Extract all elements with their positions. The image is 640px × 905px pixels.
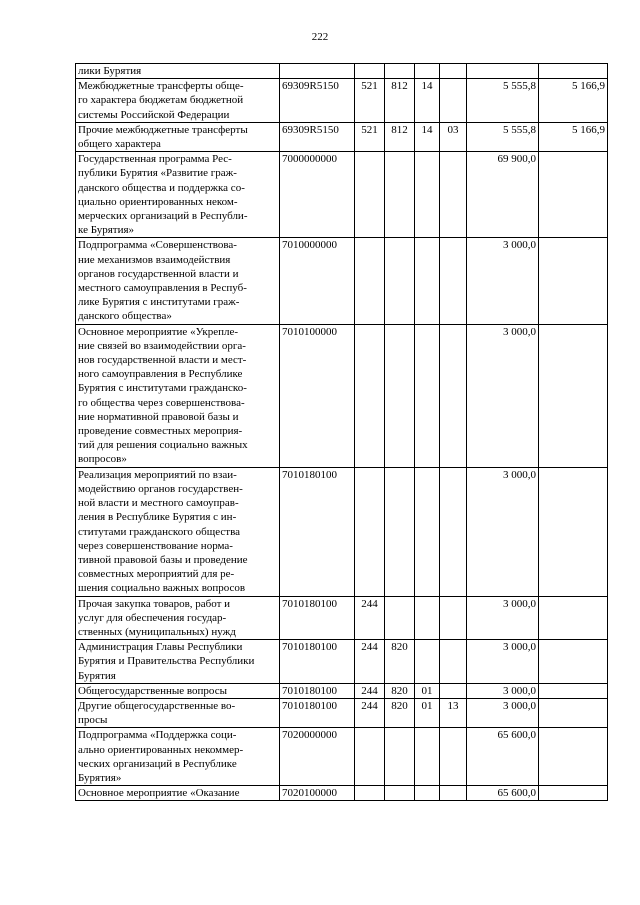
cell-expense-type [355,64,385,79]
cell-section [415,152,440,238]
item-name-line: ческих организаций в Республике [78,757,237,770]
cell-amount-2: 5 166,9 [539,79,608,123]
cell-amount-1: 3 000,0 [467,698,539,727]
cell-item-name [76,122,280,151]
cell-expense-type [355,467,385,596]
cell-item-name [76,324,280,467]
cell-target-code: 7010000000 [280,238,355,324]
cell-item-name [76,728,280,786]
cell-section [415,728,440,786]
item-name-line: Подпрограмма «Совершенствова- [78,239,237,252]
item-name-line: тивной правовой базы и проведение [78,553,248,566]
cell-amount-2: 5 166,9 [539,122,608,151]
item-name-line: Прочая закупка товаров, работ и [78,597,231,610]
cell-item-name [76,596,280,640]
cell-amount-1: 3 000,0 [467,324,539,467]
cell-subsection [440,467,467,596]
cell-subsection [440,64,467,79]
item-name-line: ственных (муниципальных) нужд [78,625,236,638]
item-name-line: ние связей во взаимодействии орга- [78,339,246,352]
cell-ministry-code [385,238,415,324]
budget-table [75,63,608,801]
cell-amount-1: 3 000,0 [467,596,539,640]
table-row [76,786,608,801]
item-name-line: проведение совместных мероприя- [78,425,243,438]
item-name-line: совместных мероприятий для ре- [78,568,235,581]
item-name-line: Бурятия [78,669,116,682]
cell-expense-type: 244 [355,640,385,684]
cell-amount-1: 3 000,0 [467,467,539,596]
cell-item-name [76,79,280,123]
cell-ministry-code [385,596,415,640]
cell-target-code: 7010180100 [280,467,355,596]
table-row [76,728,608,786]
cell-ministry-code: 820 [385,698,415,727]
cell-amount-1: 65 600,0 [467,728,539,786]
cell-subsection [440,640,467,684]
cell-target-code: 69309R5150 [280,122,355,151]
item-name-line: мерческих организаций в Республи- [78,210,248,223]
cell-section [415,467,440,596]
cell-subsection [440,324,467,467]
item-name-line: нов государственной власти и мест- [78,354,247,367]
item-name-line: ного самоуправления в Республике [78,368,243,381]
item-name-line: Подпрограмма «Поддержка соци- [78,729,237,742]
item-name-line: органов государственной власти и [78,267,239,280]
item-name-line: го характера бюджетам бюджетной [78,94,244,107]
table-row [76,467,608,596]
cell-amount-2 [539,728,608,786]
cell-target-code: 69309R5150 [280,79,355,123]
cell-ministry-code: 820 [385,683,415,698]
table-row [76,698,608,727]
cell-ministry-code [385,786,415,801]
item-name-line: Другие общегосударственные во- [78,699,236,712]
cell-amount-1: 65 600,0 [467,786,539,801]
cell-amount-1: 5 555,8 [467,122,539,151]
item-name-line: Государственная программа Рес- [78,153,232,166]
item-name-line: ние механизмов взаимодействия [78,253,231,266]
cell-amount-1: 3 000,0 [467,640,539,684]
cell-section [415,238,440,324]
cell-item-name [76,238,280,324]
cell-section [415,786,440,801]
cell-target-code: 7010180100 [280,683,355,698]
item-name-line: данского общества и поддержка со- [78,181,245,194]
cell-expense-type: 244 [355,698,385,727]
item-name-line: местного самоуправления в Респуб- [78,282,247,295]
cell-target-code: 7010180100 [280,596,355,640]
item-name-line: просы [78,714,108,727]
cell-ministry-code: 812 [385,79,415,123]
cell-expense-type [355,728,385,786]
item-name-line: циально ориентированных неком- [78,195,238,208]
cell-amount-1 [467,64,539,79]
cell-ministry-code: 812 [385,122,415,151]
item-name-line: го общества через совершенствова- [78,396,245,409]
cell-ministry-code: 820 [385,640,415,684]
table-row [76,683,608,698]
cell-amount-2 [539,152,608,238]
cell-item-name [76,152,280,238]
item-name-line: ления в Республике Бурятия с ин- [78,511,237,524]
item-name-line: вопросов» [78,453,127,466]
cell-amount-2 [539,238,608,324]
cell-amount-1: 3 000,0 [467,238,539,324]
cell-expense-type: 244 [355,683,385,698]
cell-ministry-code [385,64,415,79]
item-name-line: Администрация Главы Республики [78,641,243,654]
cell-section: 01 [415,683,440,698]
cell-section: 01 [415,698,440,727]
cell-target-code: 7010180100 [280,640,355,684]
table-row [76,79,608,123]
cell-expense-type [355,324,385,467]
cell-item-name [76,786,280,801]
cell-amount-2 [539,683,608,698]
table-row [76,238,608,324]
cell-amount-1: 5 555,8 [467,79,539,123]
item-name-line: общего характера [78,138,161,151]
item-name-line: Основное мероприятие «Оказание [78,787,240,800]
item-name-line: публики Бурятия «Развитие граж- [78,167,237,180]
item-name-line: ститутами гражданского общества [78,525,241,538]
cell-target-code: 7010180100 [280,698,355,727]
cell-amount-2 [539,698,608,727]
item-name-line: системы Российской Федерации [78,108,230,121]
cell-subsection [440,786,467,801]
item-name-line: тий для решения социально важных [78,439,248,452]
item-name-line: Общегосударственные вопросы [78,684,227,697]
table-row [76,640,608,684]
table-body [76,64,608,801]
item-name-line: Межбюджетные трансферты обще- [78,80,244,93]
cell-expense-type [355,238,385,324]
cell-subsection [440,79,467,123]
cell-subsection [440,728,467,786]
cell-expense-type: 521 [355,79,385,123]
cell-subsection: 03 [440,122,467,151]
item-name-line: Бурятия и Правительства Республики [78,655,255,668]
cell-section [415,640,440,684]
table-row [76,122,608,151]
cell-amount-1: 3 000,0 [467,683,539,698]
item-name-line: через совершенствование норма- [78,539,233,552]
item-name-line: ние нормативной правовой базы и [78,410,239,423]
cell-expense-type [355,786,385,801]
item-name-line: шения социально важных вопросов [78,582,246,595]
cell-item-name [76,64,280,79]
cell-amount-2 [539,786,608,801]
cell-amount-2 [539,467,608,596]
item-name-line: ально ориентированных некоммер- [78,743,244,756]
item-name-line: лики Бурятия [78,65,142,77]
item-name-line: ной власти и местного самоуправ- [78,497,239,510]
cell-ministry-code [385,728,415,786]
cell-ministry-code [385,152,415,238]
table-row [76,324,608,467]
cell-section: 14 [415,79,440,123]
cell-ministry-code [385,324,415,467]
item-name-line: ке Бурятия» [78,224,135,237]
cell-target-code: 7010100000 [280,324,355,467]
cell-expense-type [355,152,385,238]
cell-subsection [440,596,467,640]
table-row [76,152,608,238]
cell-subsection: 13 [440,698,467,727]
cell-section [415,64,440,79]
cell-amount-2 [539,324,608,467]
cell-amount-2 [539,64,608,79]
cell-item-name [76,683,280,698]
item-name-line: данского общества» [78,310,172,323]
cell-ministry-code [385,467,415,596]
cell-target-code: 7000000000 [280,152,355,238]
cell-section: 14 [415,122,440,151]
cell-section [415,596,440,640]
cell-item-name [76,698,280,727]
item-name-line: Бурятия с институтами гражданско- [78,382,247,395]
cell-target-code: 7020100000 [280,786,355,801]
item-name-line: лике Бурятия с институтами граж- [78,296,240,309]
item-name-line: Прочие межбюджетные трансферты [78,123,248,136]
item-name-line: модействию органов государствен- [78,482,243,495]
cell-section [415,324,440,467]
cell-amount-2 [539,640,608,684]
cell-amount-2 [539,596,608,640]
item-name-line: Основное мероприятие «Укрепле- [78,325,239,338]
cell-expense-type: 521 [355,122,385,151]
cell-subsection [440,683,467,698]
table-row [76,596,608,640]
cell-amount-1: 69 900,0 [467,152,539,238]
cell-subsection [440,152,467,238]
item-name-line: услуг для обеспечения государ- [78,611,227,624]
cell-item-name [76,640,280,684]
item-name-line: Бурятия» [78,771,122,784]
cell-target-code [280,64,355,79]
table-row [76,64,608,79]
cell-expense-type: 244 [355,596,385,640]
item-name-line: Реализация мероприятий по взаи- [78,468,237,481]
cell-item-name [76,467,280,596]
cell-subsection [440,238,467,324]
cell-target-code: 7020000000 [280,728,355,786]
page-number: 222 [311,31,329,43]
